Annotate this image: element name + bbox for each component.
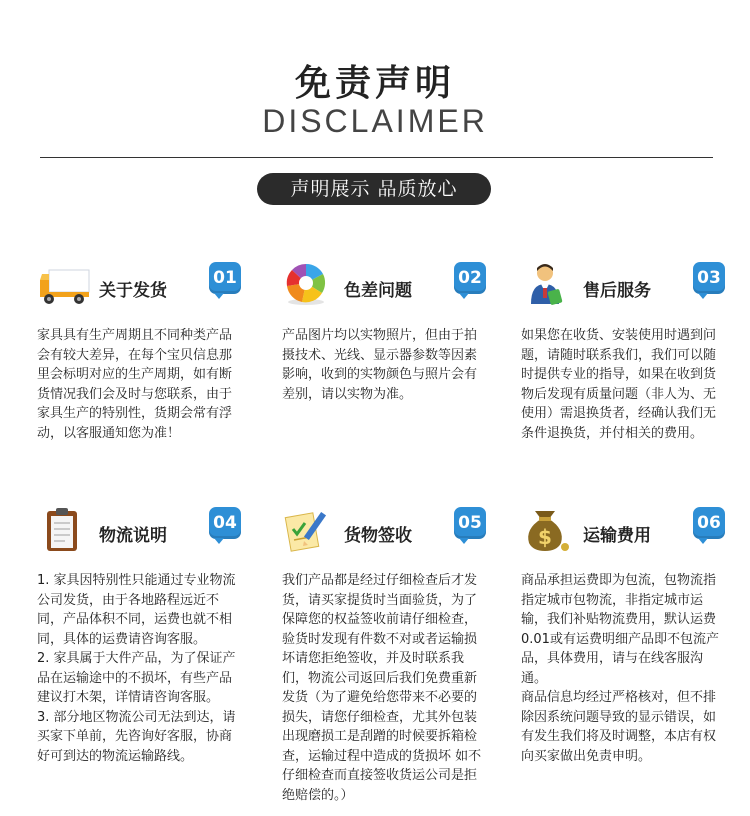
section-body: 家具具有生产周期且不同种类产品会有较大差异，在每个宝贝信息那里会标明对应的生产周期，如有断货情况我们会及时与您联系，由于家具生产的特别性，货期会常有浮动，以客服通知您为准！ [37, 328, 233, 441]
section-body: 如果您在收货、安装使用时遇到问题，请随时联系我们，我们可以随时提供专业的指导，如果在收到货物后发现有质量问题（非人为、无使用）需退换货者，经确认我们无条件退换货，并付相关的费用。 [521, 328, 717, 441]
subtitle-pill: 声明展示 品质放心 [257, 173, 491, 205]
section-body: 商品承担运费即为包流，包物流指指定城市包物流，非指定城市运输，我们补贴物流费用，默认运费0.01或有运费明细产品即不包流产品，具体费用，请与在线客服沟通。 商品信息均经过严格核对，但不排除因系统问题导致的显示错误，如有发生我们将及时调整，本店有权向买家做出免责申明。 [521, 573, 719, 764]
section-title: 运输费用 [583, 526, 651, 546]
section-number-badge: 03 [693, 262, 725, 294]
section-title: 货物签收 [344, 526, 412, 546]
section-title: 物流说明 [99, 526, 167, 546]
color-wheel-icon [282, 262, 338, 308]
section-title: 色差问题 [344, 281, 412, 301]
section-number-badge: 02 [454, 262, 486, 294]
section-title: 关于发货 [99, 281, 167, 301]
checklist-pencil-icon [282, 507, 338, 553]
section-body: 我们产品都是经过仔细检查后才发货，请买家提货时当面验货，为了保障您的权益签收前请仔细检查，验货时发现有件数不对或者运输损坏请您拒绝签收，并及时联系我们，物流公司返回后我们免费重新发货（为了避免给您带来不必要的损失，请您仔细检查，尤其外包装出现磨损工是刮蹭的时候要拆箱检查，运输过程中造成的货损坏 如不仔细检查而直接签收货运公司是拒绝赔偿的。） [282, 573, 482, 803]
page-title-english: DISCLAIMER [262, 103, 488, 139]
section-after-sales [521, 262, 721, 443]
section-body: 产品图片均以实物照片，但由于拍摄技术、光线、显示器参数等因素影响，收到的实物颜色与照片会有差别，请以实物为准。 [282, 328, 478, 402]
delivery-truck-icon [37, 262, 93, 308]
section-number-badge: 01 [209, 262, 241, 294]
customer-service-icon [521, 262, 577, 308]
section-title: 售后服务 [583, 281, 651, 301]
clipboard-icon [37, 507, 93, 553]
section-shipping [37, 262, 237, 443]
money-bag-icon [521, 507, 577, 553]
title-divider [40, 157, 713, 158]
section-shipping-fees [521, 507, 721, 766]
section-receipt [282, 507, 482, 805]
section-number-badge: 05 [454, 507, 486, 539]
svg-text:$: $ [538, 525, 552, 549]
section-logistics [37, 507, 237, 766]
section-body: 1. 家具因特别性只能通过专业物流公司发货，由于各地路程远近不同，产品体积不同，运费也就不相同，具体的运费请咨询客服。 2. 家具属于大件产品，为了保证产品在运输途中的不损坏，有些产品建议打木架，详情请咨询客服。 3. 部分地区物流公司无法到达，请买家下单前，先咨询好客服，协商好可到达的物流运输路线。 [37, 573, 236, 764]
section-number-badge: 06 [693, 507, 725, 539]
section-color-difference [282, 262, 482, 404]
section-number-badge: 04 [209, 507, 241, 539]
page-title: 免责声明 [294, 63, 455, 104]
